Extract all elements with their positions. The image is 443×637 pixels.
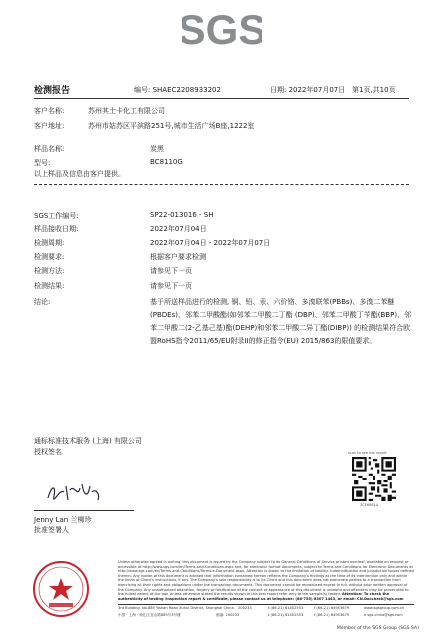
report-date: 日期: 2022年07月07日 <box>270 86 346 94</box>
signature-line <box>34 510 134 511</box>
client-address-value: 苏州市姑苏区平滨路251号,城市生活广场B座,1222室 <box>88 122 255 130</box>
email-link[interactable]: e sgs.china@sgs.com <box>364 613 403 617</box>
report-number: 编号: SHAEC2208933202 <box>134 86 221 94</box>
signer-name: Jenny Lan 兰柳珍 <box>34 516 92 524</box>
authorized-signature-label: 授权签名 <box>34 448 62 456</box>
qr-code[interactable] <box>352 457 396 501</box>
document-title: 检测报告 <box>34 86 71 96</box>
website-link[interactable]: www.sgsgroup.com.cn <box>364 606 405 610</box>
sample-divider <box>34 184 409 185</box>
header-divider <box>34 98 409 99</box>
sample-name-value: 炭黑 <box>150 145 164 153</box>
authenticity-warning: Attention: To check the authenticity of testing /inspection report & certificate, please contact us at telephone: (86-755) 8307 1443, or email: CN.Doccheck@sgs.com <box>118 592 404 601</box>
client-name-value: 苏州其士卡化工有限公司 <box>88 107 165 115</box>
sample-name-label: 样品名称: <box>34 145 65 153</box>
signer-title: 批准签署人 <box>34 526 69 534</box>
sgs-logo-mark <box>182 4 262 52</box>
job-number-value: SP22-013016 - SH <box>150 211 214 219</box>
requirement-label: 检测要求: <box>34 253 65 261</box>
received-date-value: 2022年07月04日 <box>150 225 207 233</box>
sample-model-value: BC8110G <box>150 158 183 166</box>
method-label: 检测方法: <box>34 267 65 275</box>
test-period-value: 2022年07月04日 - 2022年07月07日 <box>150 239 271 247</box>
footer-divider <box>118 604 414 605</box>
job-number-label: SGS工作编号: <box>34 212 79 220</box>
qr-caption: scan to see the report <box>348 451 387 455</box>
client-address-label: 客户地址: <box>34 122 65 130</box>
sgs-logo-text: SGS <box>181 6 262 52</box>
issuer-company: 通标标准技术服务 (上海) 有限公司 <box>34 437 142 445</box>
client-name-label: 客户名称: <box>34 107 65 115</box>
conclusion-label: 结论: <box>34 298 51 306</box>
legal-disclaimer: Unless otherwise agreed in writing, this document is issued by the Company subject to its General Conditions of Service printed overleaf, available on request or accessible at http://www.sgs.com/en/Terms-and-Conditions.aspx and, for electronic format documents, subject to Terms and Conditions for Electronic Documents at http://www.sgs.com/en/Terms-and-Conditions/Terms-e-Document.aspx. Attention is drawn to the limitation of liability, indemnification and jurisdiction issues defined therein. Any holder of this document is advised that information contained hereon reflects the Company's findings at the time of its intervention only and within the limits of Client's instructions, if any. The Company's sole responsibility is to its Client and this document does not exonerate parties to a transaction from exercising all their rights and obligations under the transaction documents. This document cannot be reproduced except in full, without prior written approval of the Company. Any unauthorized alteration, forgery or falsification of the content or appearance of this document is unlawful and offenders may be prosecuted to the fullest extent of the law. Unless otherwise stated the results shown in this test report refer only to the sample(s) tested. Attention: To check the authenticity of testing /inspection report & certificate, please contact us at telephone: (86-755) 8307 1443, or email: CN.Doccheck@sgs.com <box>118 560 414 601</box>
sgs-logo <box>182 4 262 52</box>
sample-model-label: 型号: <box>34 159 51 167</box>
requirement-value: 根据客户要求检测 <box>150 253 206 261</box>
handwritten-signature <box>44 478 104 506</box>
method-value: 请参见下一页 <box>150 267 192 275</box>
conclusion-text: 基于所送样品进行的检测, 铜、铅、汞、六价铬、多溴联苯(PBBs)、多溴二苯醚(PBDEs)、邻苯二甲酸酯(如邻苯二甲酸二丁酯 (DBP)、邻苯二甲酸丁苄酯(BBP)、邻苯二甲酸二(2-乙基己基)酯(DEHP)和邻苯二甲酸二异丁酯(DIBP)) 的检测结果符合欧盟RoHS指令2011/65/EU附录II的修正指令(EU) 2015/863的限值要求。 <box>150 298 412 345</box>
result-value: 请参见下一页 <box>150 282 192 290</box>
result-label: 检测结果: <box>34 282 65 290</box>
company-seal <box>32 560 90 618</box>
qr-id: 3CE6861A <box>360 503 379 507</box>
sample-note: 以上样品及信息由客户提供。 <box>34 170 125 178</box>
page-indicator: 第1页,共10页 <box>352 86 396 94</box>
test-period-label: 检测周期: <box>34 239 65 247</box>
received-date-label: 样品接收日期: <box>34 225 79 233</box>
member-line: Member of the SGS Group (SGS SA) <box>336 626 419 631</box>
report-header <box>34 84 409 96</box>
